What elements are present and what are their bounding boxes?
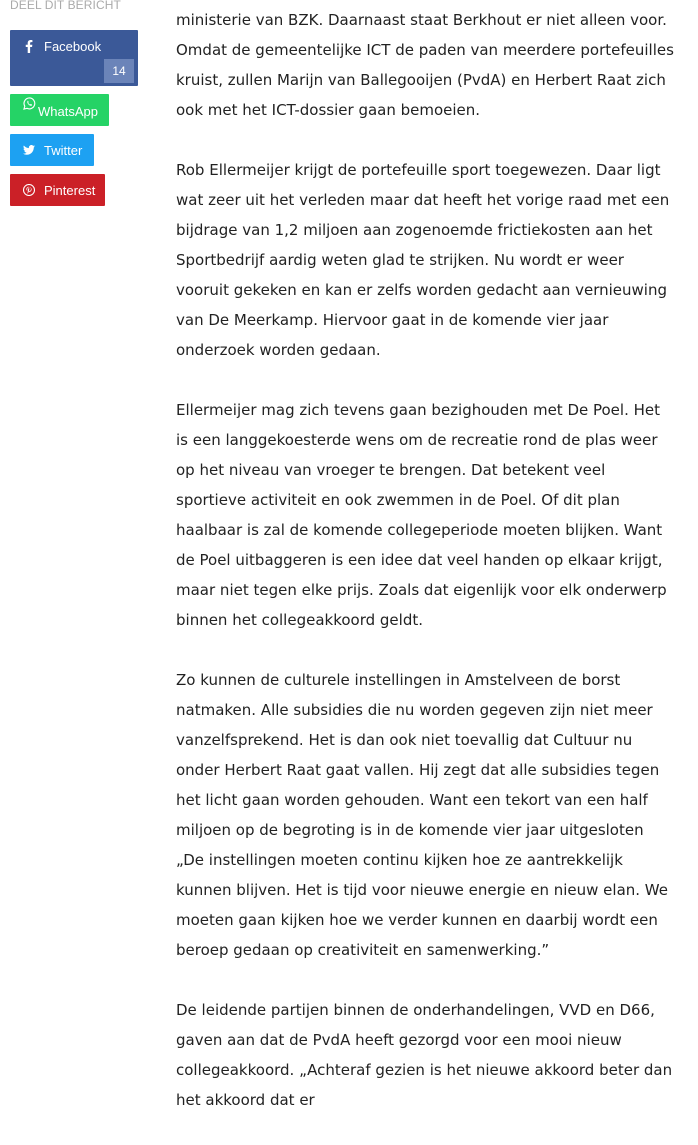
pinterest-share-button[interactable] bbox=[10, 174, 105, 206]
article-body bbox=[176, 0, 676, 1145]
whatsapp-share-button[interactable] bbox=[10, 94, 109, 126]
twitter-share-button[interactable] bbox=[10, 134, 94, 166]
article-paragraph: De leidende partijen binnen de onderhandelingen, VVD en D66, gaven aan dat de PvdA heeft gezorgd voor een mooi nieuw collegeakkoord. „Achteraf gezien is het nieuwe akkoord beter dan het akkoord dat er bbox=[176, 1001, 673, 1109]
article-paragraph: Rob Ellermeijer krijgt de portefeuille sport toegewezen. Daar ligt wat zeer uit het verleden maar dat heeft het vorige raad met een bijdrage van 1,2 miljoen aan zogenoemde frictiekosten aan het Sportbedrijf aardig weten glad te strijken. Nu wordt er weer vooruit gekeken en kan er zelfs worden gedacht aan vernieuwing van De Meerkamp. Hiervoor gaat in de komende vier jaar onderzoek worden gedaan. bbox=[176, 161, 670, 359]
twitter-icon bbox=[22, 143, 36, 157]
facebook-label: Facebook bbox=[44, 39, 102, 54]
pinterest-label: Pinterest bbox=[44, 182, 96, 198]
facebook-icon bbox=[22, 39, 36, 53]
pinterest-icon bbox=[22, 183, 36, 197]
share-section-title: DEEL DIT BERICHT bbox=[10, 0, 121, 12]
facebook-share-count: 14 bbox=[104, 59, 134, 83]
whatsapp-label: WhatsApp bbox=[38, 104, 98, 119]
facebook-share-button[interactable] bbox=[10, 30, 138, 86]
article-paragraph: ministerie van BZK. Daarnaast staat Berkhout er niet alleen voor. Omdat de gemeentelijke ICT de paden van meerdere portefeuilles kruist, zullen Marijn van Ballegooijen (PvdA) en Herbert Raat zich ook met het ICT-dossier gaan bemoeien. bbox=[176, 11, 674, 119]
twitter-label: Twitter bbox=[44, 142, 83, 158]
article-paragraph: Ellermeijer mag zich tevens gaan bezighouden met De Poel. Het is een langgekoesterde wens om de recreatie rond de plas weer op het niveau van vroeger te brengen. Dat betekent veel sportieve activiteit en ook zwemmen in de Poel. Of dit plan haalbaar is zal de komende collegeperiode moeten blijken. Want de Poel uitbaggeren is een idee dat veel handen op elkaar krijgt, maar niet tegen elke prijs. Zoals dat eigenlijk voor elk onderwerp binnen het collegeakkoord geldt. bbox=[176, 401, 667, 629]
whatsapp-icon bbox=[22, 96, 36, 110]
article-paragraph: Zo kunnen de culturele instellingen in Amstelveen de borst natmaken. Alle subsidies die nu worden gegeven zijn niet meer vanzelfsprekend. Het is dan ook niet toevallig dat Cultuur nu onder Herbert Raat gaat vallen. Hij zegt dat alle subsidies tegen het licht gaan worden gehouden. Want een tekort van een half miljoen op de begroting is in de komende vier jaar uitgesloten „De instellingen moeten continu kijken hoe ze aantrekkelijk kunnen blijven. Het is tijd voor nieuwe energie en nieuw elan. We moeten gaan kijken hoe we verder kunnen en daarbij wordt een beroep gedaan op creativiteit en samenwerking.” bbox=[176, 671, 668, 959]
